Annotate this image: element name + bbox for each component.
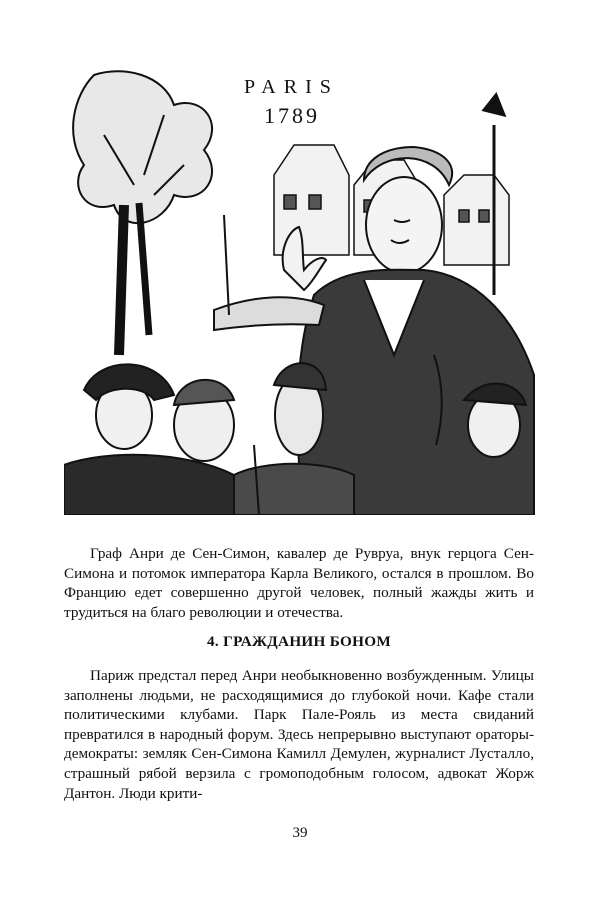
body-paragraph: Париж предстал перед Анри необыкновенно возбужденным. Улицы заполнены людьми, не расходящимися до глубокой ночи. Кафе стали политическими клубами. Парк Пале-Рояль из места свиданий превратился в народный форум. Здесь непрерывно выступают ораторы-демократы: земляк Сен-Симона Камилл Демулен, журналист Лусталло, страшный рябой верзила с громоподобным голосом, адвокат Жорж Дантон. Люди крити- [64,667,534,802]
engraving-drawing [64,55,540,515]
page-number: 39 [292,825,308,841]
illustration-caption-year: 1789 [264,103,320,128]
chapter-title: 4. ГРАЖДАНИН БОНОМ [207,633,391,650]
illustration-caption-city: PARIS [244,76,339,98]
intro-paragraph: Граф Анри де Сен-Симон, кавалер де Рувруа, внук герцога Сен-Симона и потомок императора Карла Великого, остался в прошлом. Во Францию едет совершенно другой человек, полный жажды жить и трудиться на благо революции и отечества. [64,545,534,621]
illustration-paris-1789 [64,55,540,515]
